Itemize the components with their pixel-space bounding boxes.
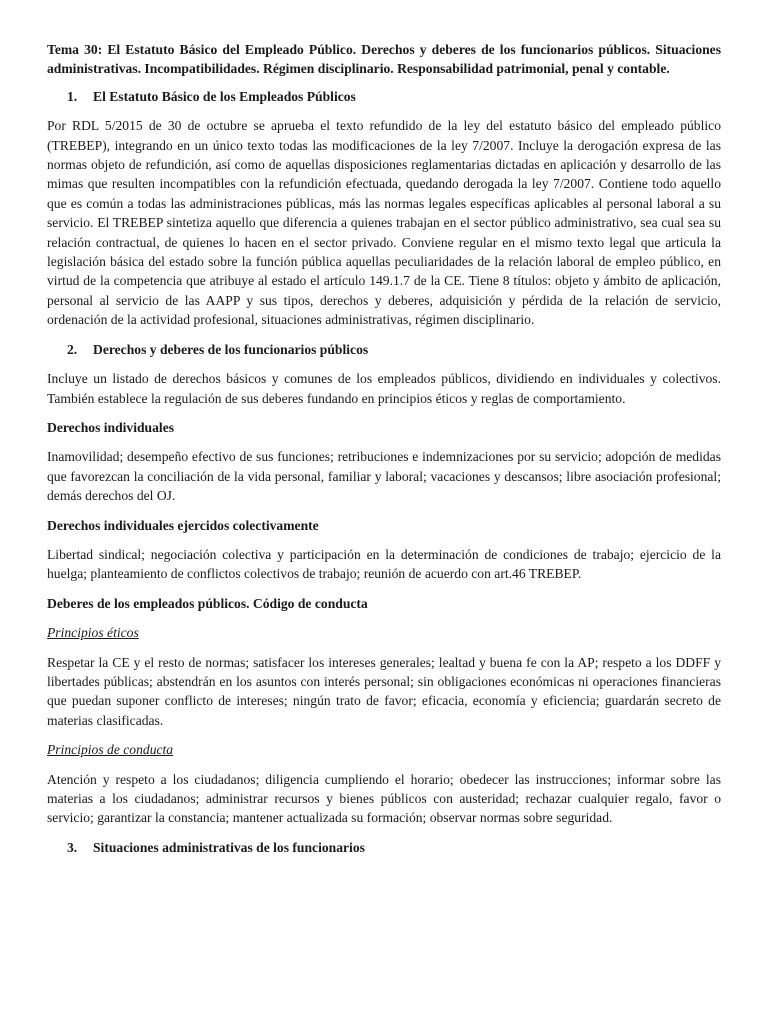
individual-rights-body: Inamovilidad; desempeño efectivo de sus funciones; retribuciones e indemnizaciones por su servicio; adopción de medidas que favorezcan la conciliación de la vida personal, familiar y laboral; vacaciones y descansos; libre asociación profesional; demás derechos del OJ.: [47, 449, 721, 504]
section-2-number: 2.: [67, 341, 78, 357]
collective-rights-body: Libertad sindical; negociación colectiva y participación en la determinación de condiciones de trabajo; ejercicio de la huelga; planteamiento de conflictos colectivos de trabajo; reunión de acuerdo con art.46 TREBEP.: [47, 546, 721, 582]
section-3-heading: [47, 838, 721, 857]
section-1-heading: [47, 87, 721, 106]
section-2-heading: [47, 340, 721, 359]
conduct-principles-body: Atención y respeto a los ciudadanos; diligencia cumpliendo el horario; obedecer las instrucciones; informar sobre las materias a los ciudadanos; administrar recursos y bienes públicos con austeridad; rechazar cualquier regalo, favor o servicio; garantizar la constancia; mantener actualizada su formación; observar normas sobre seguridad.: [47, 771, 721, 826]
conduct-principles-heading: Principios de conducta: [47, 742, 174, 758]
document-page: [47, 40, 721, 867]
section-2-intro: Incluye un listado de derechos básicos y comunes de los empleados públicos, dividiendo en individuales y colectivos. También establece la regulación de sus deberes fundando en principios éticos y reglas de comportamiento.: [47, 371, 721, 406]
section-3-title: Situaciones administrativas de los funcionarios: [93, 839, 365, 855]
duties-heading: Deberes de los empleados públicos. Código de conducta: [47, 595, 368, 611]
ethical-principles-heading: Principios éticos: [47, 625, 139, 641]
section-1-number: 1.: [67, 88, 78, 104]
ethical-principles-body: Respetar la CE y el resto de normas; satisfacer los intereses generales; lealtad y buena fe con la AP; respeto a los DDFF y libertades públicas; abstendrán en los asuntos con interés personal; sin obligaciones económicas ni operaciones financieras que puedan suponer conflicto de intereses; ningún trato de favor; eficacia, economía y eficiencia; guardarán secreto de materias clasificadas.: [47, 654, 721, 728]
individual-rights-heading: Derechos individuales: [47, 419, 175, 435]
section-3-number: 3.: [67, 839, 78, 855]
document-title: Tema 30: El Estatuto Básico del Empleado Público. Derechos y deberes de los funcionarios públicos. Situaciones administrativas. Incompatibilidades. Régimen disciplinario. Responsabilidad patrimonial, penal y contable.: [47, 42, 721, 77]
section-2-title: Derechos y deberes de los funcionarios públicos: [93, 341, 369, 357]
section-1-body: Por RDL 5/2015 de 30 de octubre se aprueba el texto refundido de la ley del estatuto básico del empleado público (TREBEP), integrando en un único texto todas las modificaciones de la ley 7/2007. Incluye la derogación expresa de las normas objeto de refundición, así como de aquellas disposiciones reglamentarias dictadas en aplicación y desarrollo de las mimas que resulten incompatibles con la refundición efectuada, quedando derogada la ley 7/2007. Contiene todo aquello que es común a todas las administraciones públicas, más las normas legales específicas aplicables al personal laboral a su servicio. El TREBEP sintetiza aquello que diferencia a quienes trabajan en el sector público administrativo, sea cual sea su relación contractual, de quienes lo hacen en el sector privado. Conviene regular en el mismo texto legal que articula la legislación básica del estado sobre la función pública aquellas peculiaridades de la relación laboral de empleo público, en virtud de la competencia que atribuye al estado el artículo 149.1.7 de la CE. Tiene 8 títulos: objeto y ámbito de aplicación, personal al servicio de las AAPP y sus tipos, derechos y deberes, adquisición y pérdida de la relación de servicio, ordenación de la actividad profesional, situaciones administrativas, régimen disciplinario.: [47, 118, 721, 328]
collective-rights-heading: Derechos individuales ejercidos colectivamente: [47, 517, 319, 533]
section-1-title: El Estatuto Básico de los Empleados Públicos: [93, 88, 356, 104]
